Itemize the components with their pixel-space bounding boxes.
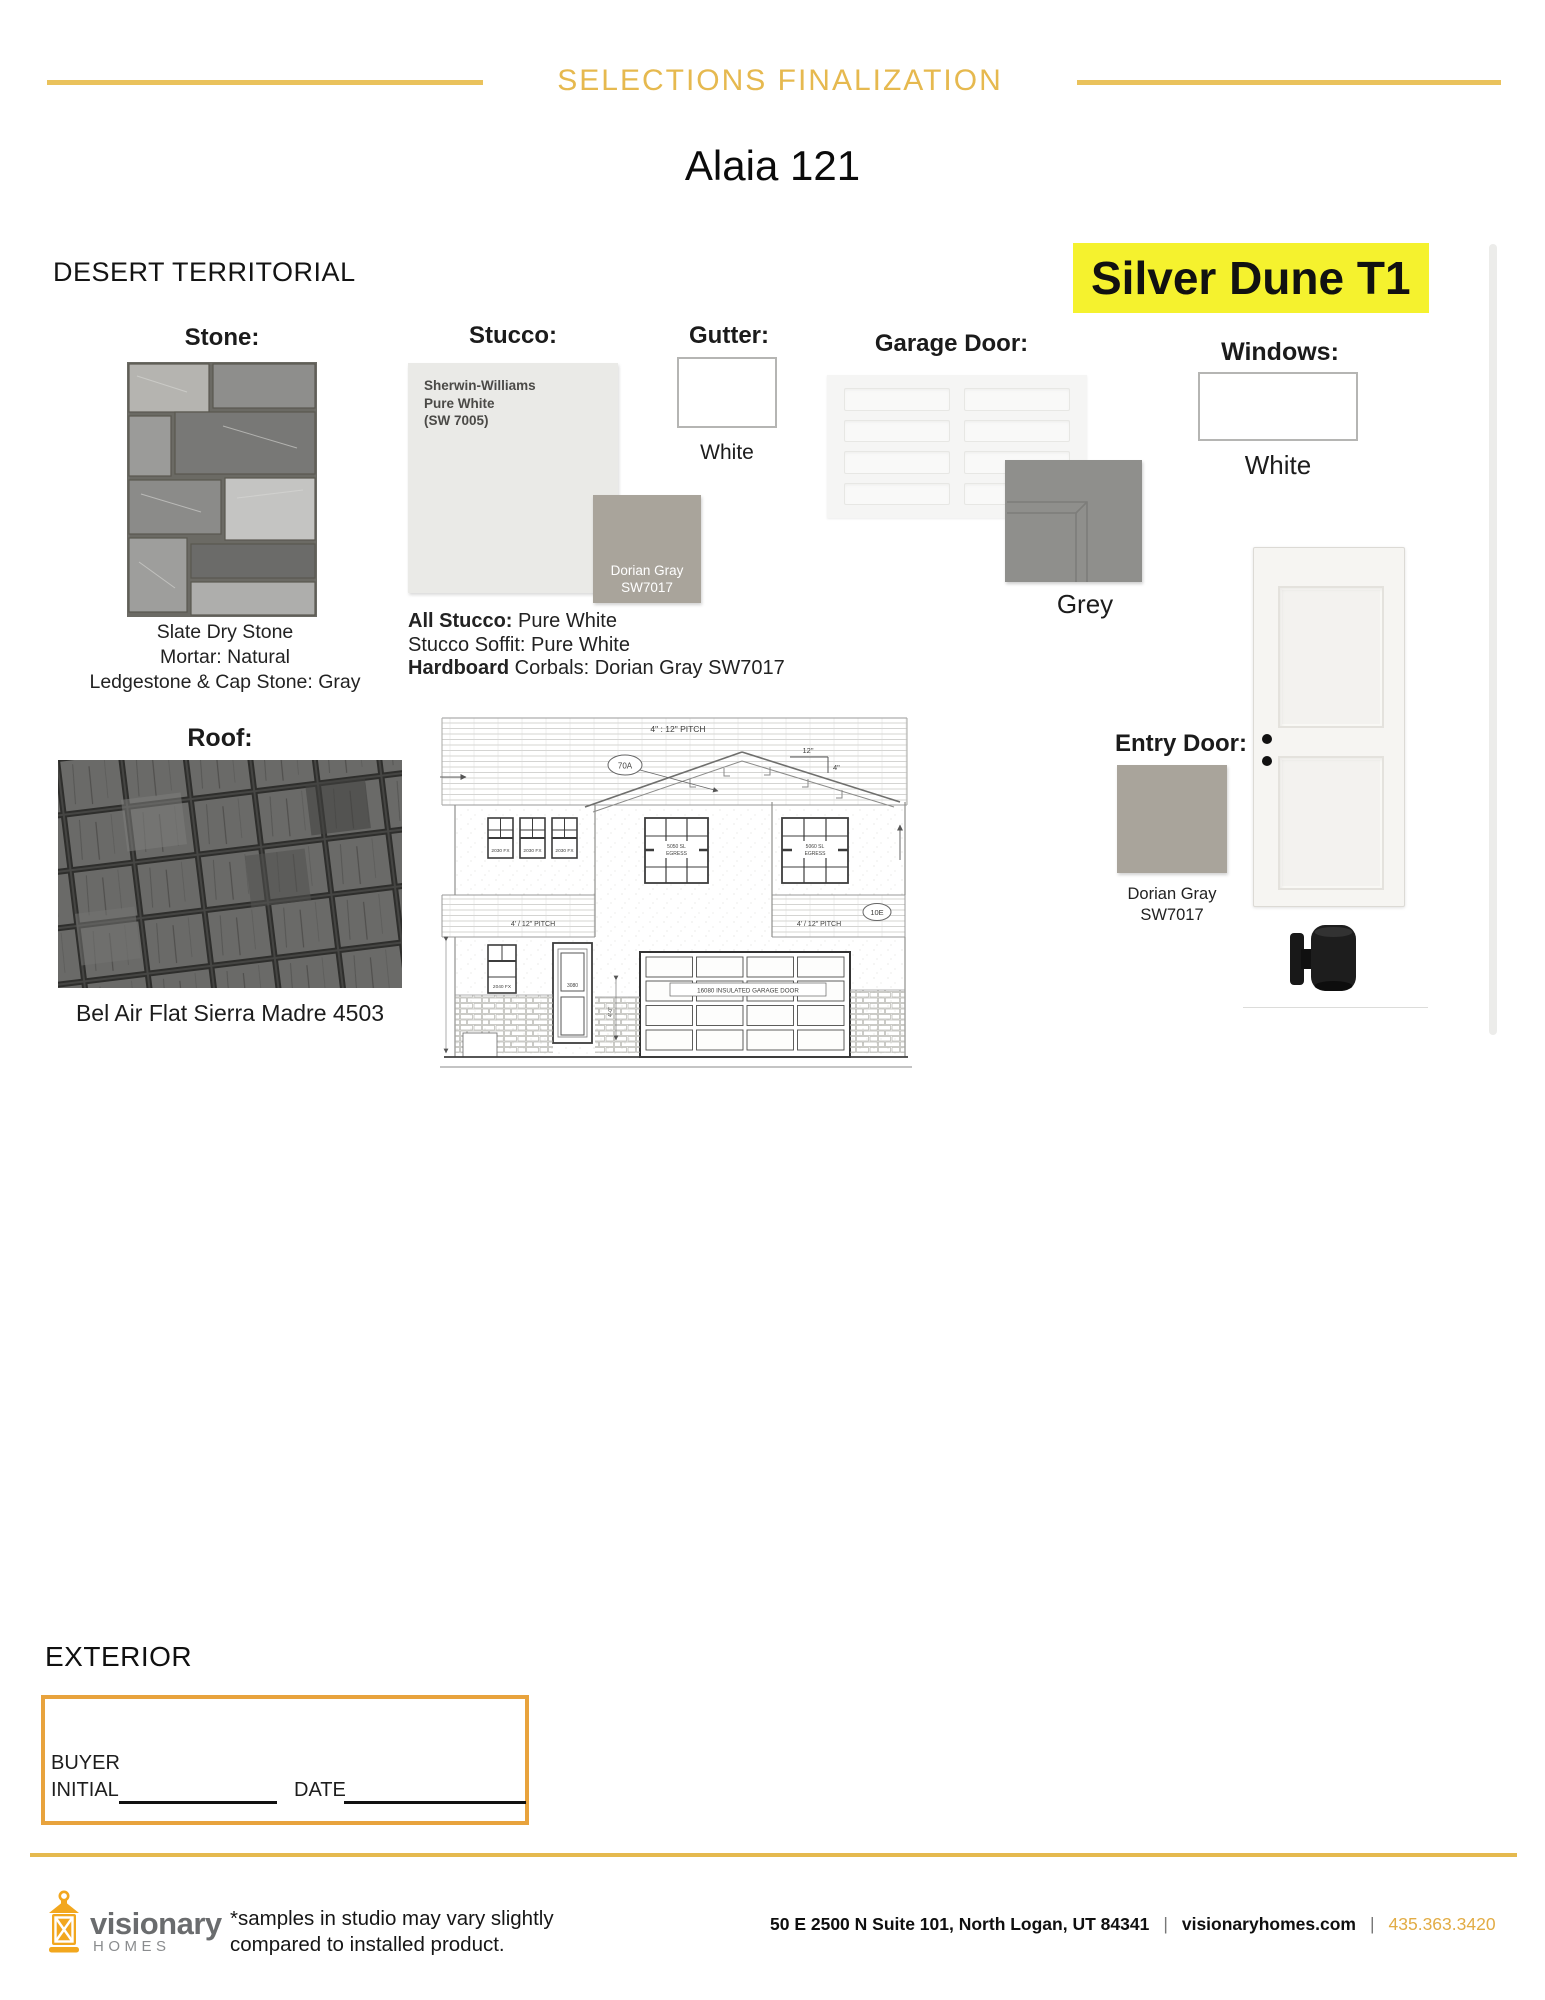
elevation-garage-door [640, 952, 850, 1057]
stucco-note-line: Hardboard Corbals: Dorian Gray SW7017 [408, 657, 785, 679]
pitch-run-label: 4" [833, 763, 840, 772]
stucco-note-line: All Stucco: Pure White [408, 610, 617, 632]
buyer-label: BUYER [51, 1752, 120, 1774]
stucco-notes [408, 610, 788, 681]
entry-door-heading: Entry Door: [1115, 730, 1247, 757]
door-upper-panel [1278, 586, 1384, 728]
garage-door-panel [844, 483, 950, 506]
entry-door-swatch-caption: Dorian Gray SW7017 [1127, 885, 1217, 924]
egress-window-left [645, 818, 708, 883]
elevation-top-pitch-label: 4" : 12" PITCH [650, 724, 706, 734]
svg-text:5050 SL: 5050 SL [667, 844, 686, 850]
plan-title: Alaia 121 [684, 142, 861, 189]
stone-sample-image [127, 362, 317, 622]
svg-text:2040 FX: 2040 FX [492, 985, 512, 990]
header-rule-right [1077, 80, 1501, 85]
windows-value: White [1244, 450, 1312, 480]
windows-heading: Windows: [1221, 338, 1339, 366]
mid-pitch-left-label: 4' / 12" PITCH [510, 921, 556, 928]
band-callout-label: 10E [870, 908, 884, 917]
sample-disclaimer: *samples in studio may vary slightly compared to installed product. [230, 1907, 554, 1956]
stucco-swatch-label: Sherwin-Williams Pure White (SW 7005) [424, 378, 536, 428]
garage-door-panel [844, 420, 950, 443]
garage-value: Grey [1056, 589, 1114, 619]
garage-grey-swatch [1005, 460, 1142, 582]
entry-light-fixture [1288, 923, 1358, 1000]
pitch-rise-label: 12" [802, 746, 814, 755]
first-floor-window [488, 945, 516, 993]
svg-text:2030 FX: 2030 FX [555, 849, 574, 854]
footer-separator: | [1163, 1914, 1168, 1934]
elevation-drawing [438, 695, 916, 1092]
footer-separator: | [1369, 1914, 1375, 1934]
roof-sample-image [58, 760, 402, 993]
date-label: DATE [294, 1779, 346, 1801]
elevation-entry-door [553, 943, 592, 1043]
page-title: SELECTIONS FINALIZATION [557, 64, 1003, 97]
entry-door-image [1253, 547, 1405, 907]
svg-text:EGRESS: EGRESS [804, 851, 826, 857]
header-rule-left [47, 80, 483, 85]
egress-window-right [782, 818, 848, 883]
stucco-note-line: Stucco Soffit: Pure White [408, 633, 630, 656]
style-name: DESERT TERRITORIAL [53, 257, 356, 287]
baseline-rule [1243, 1007, 1428, 1008]
logo-wordmark: visionary [90, 1906, 222, 1941]
garage-door-panel [844, 388, 950, 411]
windows-color-swatch [1198, 372, 1358, 441]
garage-door-heading: Garage Door: [874, 330, 1029, 357]
footer-website[interactable]: visionaryhomes.com [1181, 1914, 1356, 1934]
stone-heading: Stone: [184, 324, 260, 351]
footer-address: 50 E 2500 N Suite 101, North Logan, UT 84341 [770, 1914, 1150, 1934]
door-lower-panel [1278, 756, 1384, 890]
stone-caption-line: Mortar: Natural [159, 646, 291, 668]
footer-contact-row [770, 1914, 1496, 1935]
stone-caption-line: Slate Dry Stone [156, 621, 294, 643]
stone-caption-line: Ledgestone & Cap Stone: Gray [89, 671, 361, 693]
page-edge-divider [1489, 244, 1497, 1035]
garage-door-panel [844, 451, 950, 474]
initial-label: INITIAL [51, 1779, 119, 1801]
garage-door-panel [964, 420, 1070, 443]
mid-band-left [442, 895, 595, 937]
date-line[interactable] [344, 1775, 526, 1804]
door-deadbolt [1262, 734, 1272, 744]
signoff-box [41, 1695, 529, 1825]
footer-phone[interactable]: 435.363.3420 [1388, 1914, 1496, 1934]
entry-door-swatch [1117, 765, 1227, 873]
svg-text:5060 SL: 5060 SL [805, 844, 825, 850]
svg-text:2030 FX: 2030 FX [523, 849, 542, 854]
stone-caption [60, 620, 390, 695]
svg-text:2030 FX: 2030 FX [491, 849, 510, 854]
height-dim-label: 4'-0" [608, 1007, 614, 1017]
exterior-section-heading: EXTERIOR [45, 1641, 193, 1672]
ground-lines [440, 1057, 912, 1067]
roof-callout-label: 70A [617, 761, 633, 771]
dorian-swatch-label: Dorian Gray SW7017 [610, 563, 684, 595]
stucco-heading: Stucco: [468, 322, 557, 349]
footer-rule [30, 1853, 1517, 1857]
stucco-swatch-dorian-gray [593, 495, 701, 603]
gutter-value: White [700, 441, 754, 464]
stucco-swatch-pure-white [408, 363, 618, 593]
roof-caption: Bel Air Flat Sierra Madre 4503 [75, 1000, 385, 1026]
svg-text:EGRESS: EGRESS [666, 851, 687, 857]
roof-heading: Roof: [187, 724, 253, 752]
door-knob [1262, 756, 1272, 766]
garage-door-panel [964, 388, 1070, 411]
logo-wordmark-sub: HOMES [93, 1938, 171, 1955]
svg-text:16080 INSULATED GARAGE DOOR: 16080 INSULATED GARAGE DOOR [697, 987, 799, 995]
visionary-homes-lantern-icon [42, 1890, 86, 1961]
elevation-small-windows [488, 818, 577, 858]
gutter-color-swatch [677, 357, 777, 428]
buyer-initial-line[interactable] [119, 1775, 277, 1804]
mid-pitch-right-label: 4' / 12" PITCH [796, 921, 842, 928]
gutter-heading: Gutter: [689, 322, 769, 349]
svg-text:3080: 3080 [566, 983, 579, 989]
colorway-highlight: Silver Dune T1 [1073, 243, 1429, 313]
